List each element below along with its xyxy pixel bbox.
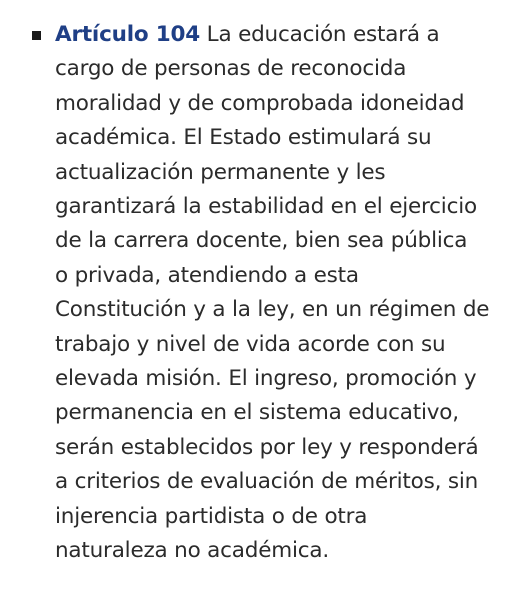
article-line [55, 18, 503, 52]
article-line: naturaleza no académica. [55, 538, 329, 564]
article-line: o privada, atendiendo a esta [55, 262, 359, 288]
article-line: Constitución y a la ley, en un régimen de [55, 297, 490, 323]
article-line: elevada misión. El ingreso, promoción y [55, 366, 477, 392]
article-line: serán establecidos por ley y responderá [55, 434, 479, 460]
article-104-paragraph [55, 18, 503, 569]
article-line: a criterios de evaluación de méritos, sin [55, 469, 479, 495]
article-line: trabajo y nivel de vida acorde con su [55, 331, 446, 357]
article-line: permanencia en el sistema educativo, [55, 400, 459, 426]
article-text: La educación estará a [200, 22, 440, 47]
list-bullet [32, 31, 41, 40]
article-line: cargo de personas de reconocida [55, 56, 407, 82]
article-line: actualización permanente y les [55, 159, 386, 185]
article-line: moralidad y de comprobada idoneidad [55, 90, 465, 116]
article-line: garantizará la estabilidad en el ejercicio [55, 194, 477, 220]
article-line: de la carrera docente, bien sea pública [55, 228, 468, 254]
article-heading: Artículo 104 [55, 22, 201, 47]
article-line: académica. El Estado estimulará su [55, 125, 432, 151]
article-line: injerencia partidista o de otra [55, 503, 368, 529]
